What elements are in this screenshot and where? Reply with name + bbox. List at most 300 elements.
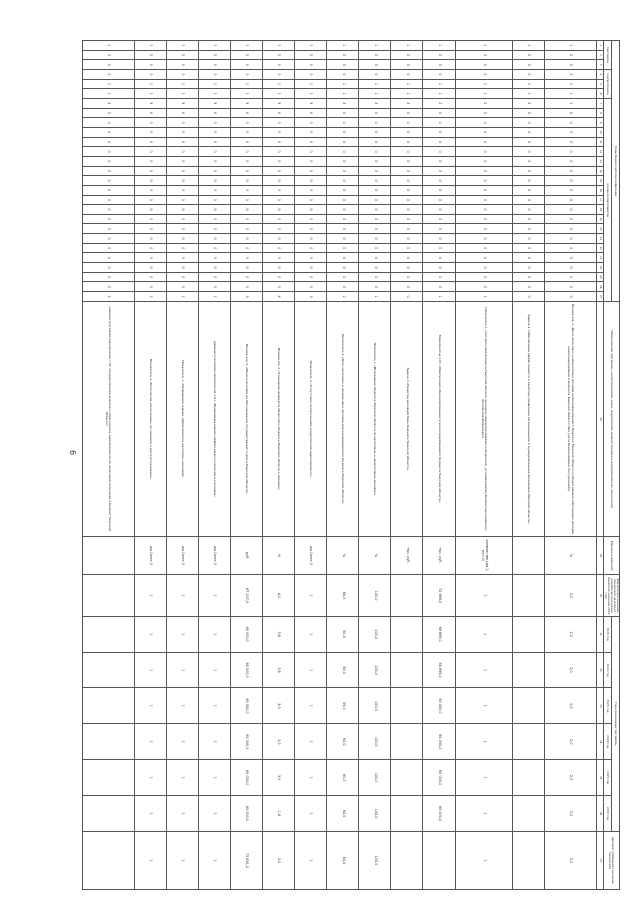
code-cell: 0 <box>455 127 512 137</box>
code-cell: 1 <box>455 41 512 51</box>
code-cell: 0 <box>230 166 262 176</box>
code-cell: 0 <box>513 292 545 302</box>
row-fact-value: 1 <box>198 575 230 616</box>
code-cell: 0 <box>455 195 512 205</box>
code-cell: 0 <box>391 205 423 215</box>
code-cell: 1 <box>359 292 391 302</box>
table-row <box>359 41 391 890</box>
code-cell: 0 <box>359 108 391 118</box>
row-unit: да-1/нет-0 <box>198 536 230 575</box>
row-unit: руб. <box>230 536 262 575</box>
code-cell: 0 <box>134 166 166 176</box>
row-description: Показатель 2 «Доля налоговых и неналоговых доходов консолидированного бюджета Тверской области» <box>327 302 359 537</box>
code-cell: 1 <box>166 89 198 99</box>
code-cell: 0 <box>513 185 545 195</box>
column-number: 9 <box>596 118 603 128</box>
code-cell: 0 <box>545 253 597 263</box>
code-cell: 3 <box>262 60 294 70</box>
code-cell: 0 <box>545 166 597 176</box>
code-cell: 0 <box>391 272 423 282</box>
code-cell: 0 <box>166 166 198 176</box>
code-cell: 0 <box>545 147 597 157</box>
row-year-value: 65 000,0 <box>230 760 262 796</box>
code-cell: 1 <box>262 89 294 99</box>
table-row <box>455 41 512 890</box>
code-cell: 0 <box>545 108 597 118</box>
row-unit: % <box>262 536 294 575</box>
code-cell: 0 <box>166 195 198 205</box>
code-cell: 0 <box>545 137 597 147</box>
code-cell: 0 <box>166 108 198 118</box>
subprogram-code-header: подпрограмма <box>603 69 611 98</box>
code-cell: 0 <box>327 137 359 147</box>
code-cell: 0 <box>513 224 545 234</box>
table-row <box>82 41 134 890</box>
row-year-value: 1 <box>455 616 512 652</box>
program-indicators-table <box>82 40 620 890</box>
column-number: 26 <box>596 282 603 292</box>
table-row <box>166 41 198 890</box>
code-cell: 0 <box>198 214 230 224</box>
code-cell: 0 <box>545 185 597 195</box>
code-cell: 0 <box>359 282 391 292</box>
row-year-value: 1 <box>134 796 166 832</box>
row-year-value <box>391 688 423 724</box>
code-cell: 0 <box>230 253 262 263</box>
code-cell: 0 <box>513 69 545 79</box>
code-cell: 3 <box>327 60 359 70</box>
code-cell: 0 <box>82 253 134 263</box>
code-cell: 0 <box>423 253 455 263</box>
code-cell: 0 <box>423 214 455 224</box>
code-cell: 0 <box>423 272 455 282</box>
code-cell: 0 <box>455 108 512 118</box>
code-cell: 0 <box>423 263 455 273</box>
code-cell: 0 <box>295 195 327 205</box>
code-cell: 3 <box>327 98 359 108</box>
code-cell: 0 <box>198 176 230 186</box>
code-cell: 0 <box>327 185 359 195</box>
code-cell: 0 <box>545 69 597 79</box>
code-cell: 0 <box>513 137 545 147</box>
row-year-value: 69 898,0 <box>423 616 455 652</box>
code-cell: 2 <box>423 50 455 60</box>
target-column-header: Наименование программы, целей программы, задач, мероприятий, административных мероприятий и их показателей <box>603 302 619 537</box>
code-cell: 0 <box>198 263 230 273</box>
code-cell: 0 <box>545 214 597 224</box>
row-year-value: 65 000,0 <box>423 760 455 796</box>
code-cell: 0 <box>262 282 294 292</box>
code-cell: 1 <box>262 79 294 89</box>
code-cell: 0 <box>359 118 391 128</box>
row-year-value: 1 <box>134 760 166 796</box>
code-cell: 0 <box>295 176 327 186</box>
code-cell: 0 <box>295 156 327 166</box>
code-cell: 0 <box>166 156 198 166</box>
code-cell: 0 <box>513 253 545 263</box>
code-cell: 0 <box>513 234 545 244</box>
code-cell: 0 <box>82 147 134 157</box>
code-cell: 0 <box>166 147 198 157</box>
code-cell: 2 <box>82 292 134 302</box>
year-header: 2023 год <box>603 688 611 724</box>
code-cell: 1 <box>455 292 512 302</box>
row-year-value: 1 <box>455 724 512 760</box>
code-cell: 0 <box>455 137 512 147</box>
code-cell: 3 <box>230 60 262 70</box>
code-cell: 0 <box>166 205 198 215</box>
code-cell: 0 <box>545 282 597 292</box>
row-year-value: 1 <box>198 724 230 760</box>
row-fact-value: 72 986,0 <box>423 575 455 616</box>
code-cell: 0 <box>545 118 597 128</box>
code-cell: 0 <box>391 118 423 128</box>
row-unit: % <box>359 536 391 575</box>
code-cell: 0 <box>230 176 262 186</box>
row-unit <box>513 536 545 575</box>
code-cell: 0 <box>391 108 423 118</box>
rotated-table-container <box>90 40 620 890</box>
row-year-value: 65 000,0 <box>230 688 262 724</box>
code-cell: 0 <box>198 272 230 282</box>
activity-code-header: основное мероприятие <box>603 98 611 301</box>
year-header: 2025 год <box>603 760 611 796</box>
code-cell: 0 <box>359 243 391 253</box>
row-year-value: 1 <box>134 688 166 724</box>
code-cell: 0 <box>359 205 391 215</box>
column-number: 11 <box>596 137 603 147</box>
code-cell: 0 <box>391 253 423 263</box>
table-row <box>391 41 423 890</box>
code-cell: 0 <box>327 205 359 215</box>
code-cell: 0 <box>295 166 327 176</box>
code-cell: 0 <box>359 185 391 195</box>
code-cell: 1 <box>198 292 230 302</box>
code-cell: 0 <box>423 282 455 292</box>
code-cell: 0 <box>230 118 262 128</box>
code-cell: 1 <box>295 79 327 89</box>
code-cell: 0 <box>545 195 597 205</box>
program-code-header: программа <box>603 41 611 70</box>
row-target-value: 1 <box>295 831 327 889</box>
column-number: 27 <box>596 292 603 302</box>
code-cell: 1 <box>423 89 455 99</box>
row-year-value: 60,0 <box>327 724 359 760</box>
code-cell: 0 <box>391 137 423 147</box>
code-cell: 1 <box>359 41 391 51</box>
code-cell: 0 <box>359 234 391 244</box>
row-year-value: 1 <box>455 796 512 832</box>
code-cell: 0 <box>455 69 512 79</box>
code-cell: 0 <box>513 195 545 205</box>
code-cell: 3 <box>198 98 230 108</box>
code-cell: 0 <box>198 69 230 79</box>
code-cell: 0 <box>134 147 166 157</box>
code-cell: 1 <box>134 79 166 89</box>
code-cell: 0 <box>423 205 455 215</box>
row-year-value: 1 <box>134 616 166 652</box>
row-year-value: 1 <box>198 760 230 796</box>
row-year-value: 1 <box>295 688 327 724</box>
column-number: 25 <box>596 272 603 282</box>
code-cell: 1 <box>295 89 327 99</box>
year-header: 2021 год <box>603 616 611 652</box>
code-cell: 0 <box>359 156 391 166</box>
code-cell: 3 <box>134 60 166 70</box>
code-cell: 2 <box>545 50 597 60</box>
row-year-value: 1 <box>198 796 230 832</box>
code-cell: 0 <box>545 234 597 244</box>
code-cell: 0 <box>391 282 423 292</box>
code-cell: 2 <box>198 50 230 60</box>
row-target-value: 2,0 <box>545 831 597 889</box>
code-cell: 0 <box>134 137 166 147</box>
row-year-value: 2,0 <box>545 796 597 832</box>
code-cell: 0 <box>513 108 545 118</box>
code-cell: 0 <box>455 166 512 176</box>
code-cell: 0 <box>359 166 391 176</box>
code-cell: 3 <box>198 60 230 70</box>
code-cell: 0 <box>134 195 166 205</box>
code-cell: 0 <box>359 127 391 137</box>
column-number: 16 <box>596 185 603 195</box>
code-cell: 0 <box>327 272 359 282</box>
table-row <box>513 41 545 890</box>
table-row <box>423 41 455 890</box>
code-cell: 1 <box>327 89 359 99</box>
code-cell: 0 <box>423 108 455 118</box>
column-number: 24 <box>596 263 603 273</box>
code-cell: 0 <box>134 272 166 282</box>
code-cell: 0 <box>513 118 545 128</box>
code-cell: 0 <box>359 137 391 147</box>
code-cell: 0 <box>134 118 166 128</box>
row-description: Показатель 5 «Объем расходов на обслуживание государственного долга Тверской области» <box>230 302 262 537</box>
row-year-value: 1 <box>134 652 166 688</box>
column-number: 36 <box>596 796 603 832</box>
code-cell: 1 <box>423 41 455 51</box>
code-cell: 0 <box>262 253 294 263</box>
row-year-value <box>391 796 423 832</box>
row-year-value: 3,8 <box>262 616 294 652</box>
code-cell: 1 <box>391 41 423 51</box>
code-cell: 0 <box>295 137 327 147</box>
row-unit: да-1/нет-0 <box>134 536 166 575</box>
row-year-value: 1,8 <box>262 796 294 832</box>
code-cell: 0 <box>230 234 262 244</box>
code-cell: 0 <box>455 205 512 215</box>
code-cell: 1 <box>359 79 391 89</box>
row-year-value: 65 000,0 <box>230 796 262 832</box>
code-cell: 1 <box>230 89 262 99</box>
code-cell: 1 <box>513 79 545 89</box>
row-description: Показатель 1 «Соответствие бюджета Тверской области принципу сбалансированности бюджетов, установленному Бюджетным кодексом Российской Федерации» <box>455 302 512 537</box>
code-cell: 0 <box>423 176 455 186</box>
code-cell: 3 <box>295 60 327 70</box>
code-cell: 0 <box>423 147 455 157</box>
code-cell: 0 <box>134 234 166 244</box>
code-cell: 0 <box>134 108 166 118</box>
code-cell: 0 <box>327 234 359 244</box>
code-cell: 0 <box>166 185 198 195</box>
code-cell: 0 <box>134 253 166 263</box>
code-cell: 0 <box>545 272 597 282</box>
code-cell: 0 <box>134 214 166 224</box>
row-target-value: 3,0 <box>262 831 294 889</box>
years-group-header: Годы реализации программы <box>611 616 619 831</box>
code-cell: 3 <box>455 60 512 70</box>
code-cell: 0 <box>230 185 262 195</box>
code-cell: 0 <box>230 137 262 147</box>
code-cell: 0 <box>545 224 597 234</box>
code-cell: 0 <box>455 147 512 157</box>
code-cell: 0 <box>359 195 391 205</box>
code-cell: 1 <box>327 79 359 89</box>
code-cell: 3 <box>295 98 327 108</box>
code-cell: 0 <box>423 118 455 128</box>
code-cell: 0 <box>262 224 294 234</box>
code-cell: 0 <box>455 282 512 292</box>
code-cell: 0 <box>166 127 198 137</box>
code-cell: 0 <box>327 243 359 253</box>
code-cell: 1 <box>391 79 423 89</box>
row-fact-value: 60,0 <box>327 575 359 616</box>
row-year-value: 1 <box>166 796 198 832</box>
code-cell: 0 <box>295 147 327 157</box>
code-cell: 0 <box>262 166 294 176</box>
code-cell: 0 <box>262 69 294 79</box>
code-cell: 0 <box>513 272 545 282</box>
code-cell: 0 <box>134 263 166 273</box>
row-unit: тыс. руб. <box>423 536 455 575</box>
code-cell: 0 <box>295 282 327 292</box>
code-cell: 0 <box>391 166 423 176</box>
code-cell: 0 <box>198 166 230 176</box>
row-year-value: 1 <box>295 724 327 760</box>
code-cell: 0 <box>545 176 597 186</box>
code-cell: 0 <box>82 205 134 215</box>
row-year-value: 65 000,0 <box>423 688 455 724</box>
code-cell: 3 <box>82 60 134 70</box>
code-cell: 0 <box>391 243 423 253</box>
table-row <box>295 41 327 890</box>
row-year-value: 60,0 <box>327 796 359 832</box>
code-cell: 0 <box>295 253 327 263</box>
code-cell: 0 <box>134 243 166 253</box>
row-year-value: 1 <box>166 760 198 796</box>
code-cell: 0 <box>545 263 597 273</box>
column-number: 37 <box>596 831 603 889</box>
code-cell: 0 <box>198 137 230 147</box>
code-cell: 0 <box>327 156 359 166</box>
code-cell: 1 <box>359 89 391 99</box>
column-number: 1 <box>596 41 603 51</box>
code-cell: 0 <box>230 214 262 224</box>
code-cell: 0 <box>198 195 230 205</box>
year-header: 2024 год <box>603 724 611 760</box>
code-cell: 4 <box>262 292 294 302</box>
code-cell: 2 <box>359 50 391 60</box>
code-cell: 0 <box>359 253 391 263</box>
code-cell: 2 <box>134 292 166 302</box>
column-number: 29 <box>596 536 603 575</box>
code-cell: 0 <box>82 108 134 118</box>
code-cell: 0 <box>262 214 294 224</box>
row-year-value: 1 <box>166 724 198 760</box>
row-year-value <box>513 796 545 832</box>
row-year-value: 1 <box>295 796 327 832</box>
row-description: Показатель 1 «Проведение оценки эффективности налоговых расходов» <box>166 302 198 537</box>
code-cell: 0 <box>327 253 359 263</box>
code-cell: 0 <box>230 224 262 234</box>
code-cell: 0 <box>166 69 198 79</box>
table-row <box>230 41 262 890</box>
row-unit: количество (да-1, нет-0) <box>455 536 512 575</box>
row-fact-value: 1 <box>455 575 512 616</box>
code-cell: 0 <box>455 243 512 253</box>
code-cell: 0 <box>230 282 262 292</box>
column-number: 33 <box>596 688 603 724</box>
code-cell: 0 <box>513 156 545 166</box>
code-cell: 3 <box>391 60 423 70</box>
row-fact-value <box>513 575 545 616</box>
code-cell: 3 <box>166 98 198 108</box>
column-number: 34 <box>596 724 603 760</box>
code-cell: 0 <box>198 185 230 195</box>
row-year-value: 3,0 <box>262 688 294 724</box>
code-cell: 0 <box>359 147 391 157</box>
row-year-value: 60,0 <box>327 616 359 652</box>
code-cell: 1 <box>82 89 134 99</box>
code-cell: 0 <box>198 243 230 253</box>
budget-codes-header: Коды бюджетной классификации <box>611 41 619 302</box>
code-cell: 1 <box>82 79 134 89</box>
code-cell: 0 <box>166 253 198 263</box>
code-cell: 1 <box>455 79 512 89</box>
row-fact-value <box>391 575 423 616</box>
column-number: 17 <box>596 195 603 205</box>
code-cell: 3 <box>391 98 423 108</box>
code-cell: 0 <box>327 69 359 79</box>
row-year-value: 1 <box>198 688 230 724</box>
code-cell: 0 <box>82 243 134 253</box>
code-cell: 0 <box>513 243 545 253</box>
row-description: Задача 3 «Развитие доходной базы бюджета Тверской области» <box>391 302 423 537</box>
row-fact-value: 1 <box>166 575 198 616</box>
code-cell: 0 <box>423 69 455 79</box>
code-cell: 0 <box>295 272 327 282</box>
code-cell: 0 <box>423 234 455 244</box>
code-cell: 1 <box>134 89 166 99</box>
code-cell: 0 <box>295 127 327 137</box>
code-cell: 2 <box>423 98 455 108</box>
year-header: 2022 год <box>603 652 611 688</box>
column-number: 6 <box>596 89 603 99</box>
code-cell: 0 <box>295 243 327 253</box>
row-year-value <box>82 796 134 832</box>
code-cell: 0 <box>513 282 545 292</box>
code-cell: 0 <box>166 234 198 244</box>
row-year-value: 59,0 <box>327 688 359 724</box>
code-cell: 0 <box>423 185 455 195</box>
code-cell: 2 <box>262 50 294 60</box>
code-cell: 0 <box>262 147 294 157</box>
table-row <box>134 41 166 890</box>
row-year-value: 1 <box>198 616 230 652</box>
row-description: Показатель 1 «Исполнение бюджета Тверской области по налоговым и неналоговым доходам» <box>359 302 391 537</box>
code-cell: 0 <box>327 263 359 273</box>
row-year-value: 65 000,0 <box>423 724 455 760</box>
